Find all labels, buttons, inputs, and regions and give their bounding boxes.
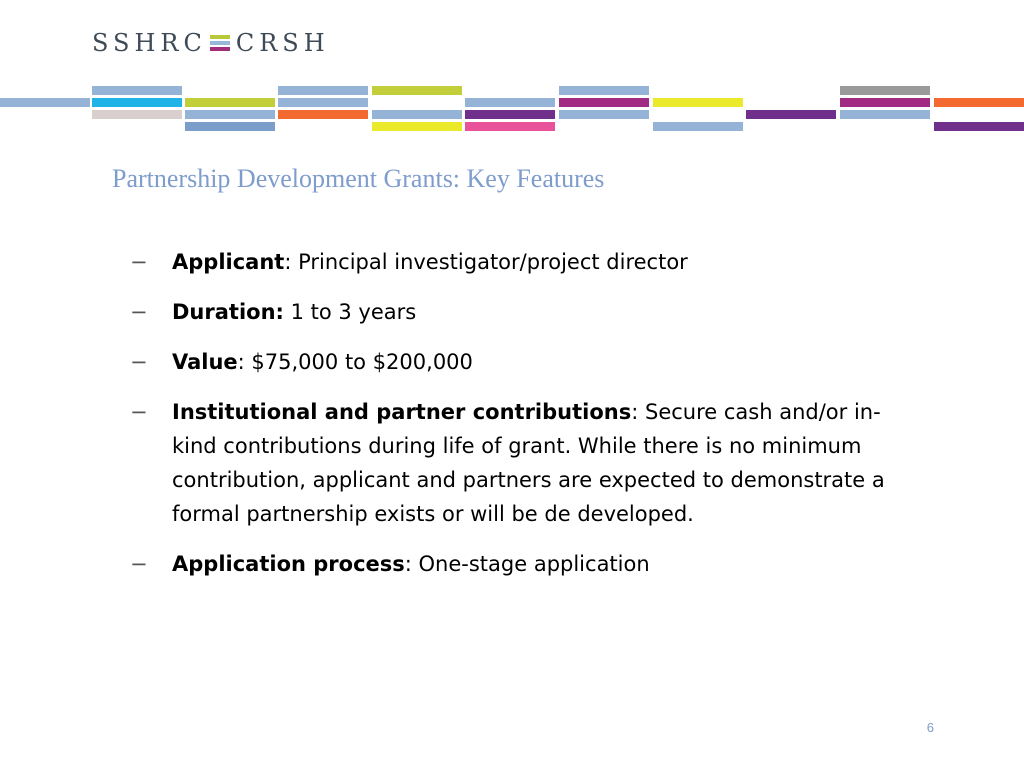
band-bar	[559, 98, 649, 107]
band-bar	[934, 98, 1024, 107]
list-item	[130, 295, 910, 329]
list-item	[130, 345, 910, 379]
band-bar	[278, 86, 368, 95]
band-bar	[185, 98, 275, 107]
band-bar	[372, 86, 462, 95]
band-bar	[840, 98, 930, 107]
sshrc-crsh-logo	[92, 30, 330, 56]
list-item	[130, 547, 910, 581]
bullet-label: Application process	[172, 552, 405, 576]
band-bar	[92, 86, 182, 95]
band-bar	[0, 98, 90, 107]
band-bar	[465, 110, 555, 119]
band-bar	[465, 122, 555, 131]
bullet-text: : Principal investigator/project director	[284, 250, 688, 274]
band-bar	[92, 98, 182, 107]
band-bar	[278, 110, 368, 119]
bullet-label: Value	[172, 350, 238, 374]
dash-bullet-icon: −	[130, 350, 148, 374]
slide-title: Partnership Development Grants: Key Features	[112, 164, 605, 193]
band-bar	[559, 86, 649, 95]
page-number: 6	[926, 720, 934, 735]
bullet-list	[130, 245, 910, 597]
band-bar	[559, 110, 649, 119]
band-bar	[465, 98, 555, 107]
band-bar	[185, 110, 275, 119]
dash-bullet-icon: −	[130, 250, 148, 274]
band-bar	[372, 110, 462, 119]
logo-mark-icon	[210, 35, 230, 51]
band-bar	[92, 110, 182, 119]
band-bar	[653, 98, 743, 107]
band-bar	[840, 86, 930, 95]
band-bar	[653, 122, 743, 131]
logo-text-crsh: CRSH	[235, 29, 330, 57]
bullet-label: Applicant	[172, 250, 285, 274]
band-bar	[746, 110, 836, 119]
bullet-text: : $75,000 to $200,000	[237, 350, 473, 374]
band-bar	[185, 122, 275, 131]
dash-bullet-icon: −	[130, 300, 148, 324]
bullet-text: 1 to 3 years	[283, 300, 417, 324]
bullet-label: Duration:	[172, 300, 284, 324]
list-item	[130, 245, 910, 279]
band-bar	[278, 98, 368, 107]
logo-text-sshrc: SSHRC	[92, 29, 207, 57]
band-bar	[372, 122, 462, 131]
band-bar	[934, 122, 1024, 131]
band-bar	[840, 110, 930, 119]
bullet-text: : One-stage application	[404, 552, 650, 576]
list-item	[130, 395, 910, 531]
bullet-label: Institutional and partner contributions	[172, 400, 632, 424]
decorative-color-band	[0, 84, 1024, 134]
dash-bullet-icon: −	[130, 400, 148, 424]
dash-bullet-icon: −	[130, 552, 148, 576]
bullet-text: : Secure cash and/or in-kind contributions during life of grant. While there is no minimum contribution, applicant and partners are expected to demonstrate a formal partnership exists or will be de developed.	[172, 400, 885, 526]
